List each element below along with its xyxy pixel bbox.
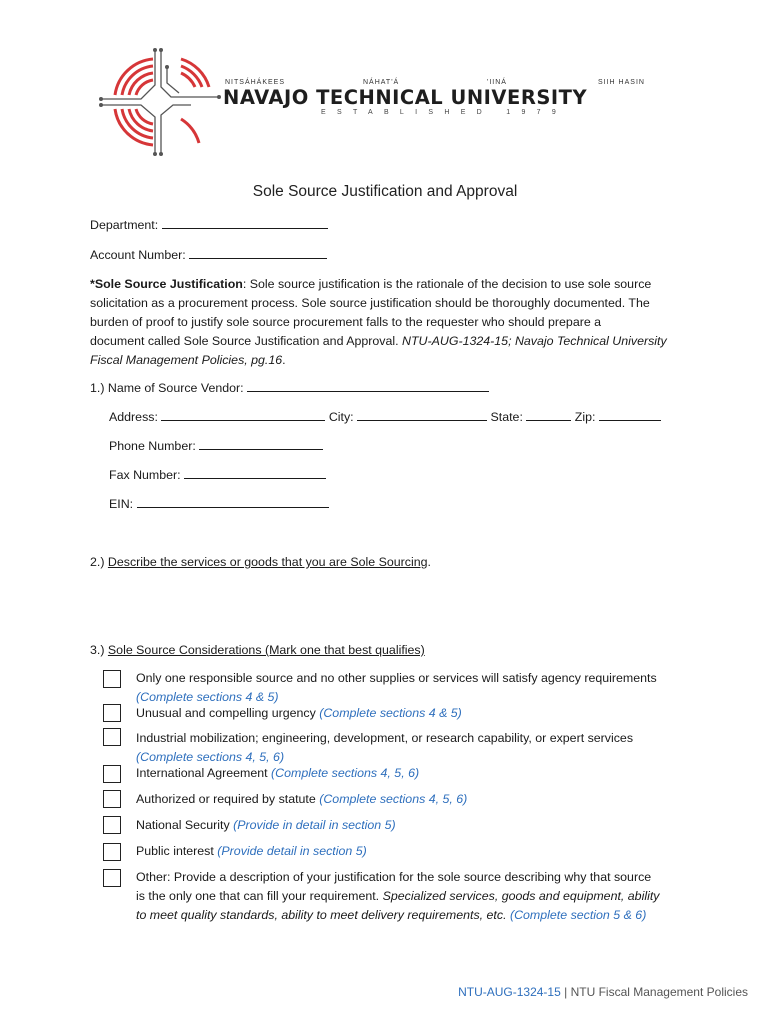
- logo-word-3: 'IINÁ: [487, 79, 507, 86]
- option-note: (Complete sections 4, 5, 6): [136, 750, 285, 764]
- state-field[interactable]: [526, 408, 571, 421]
- justification-heading: *Sole Source Justification: [90, 277, 243, 291]
- section-2-label: Describe the services or goods that you are Sole Sourcing: [107, 555, 428, 569]
- account-row: [90, 246, 327, 264]
- footer-text: NTU Fiscal Management Policies: [570, 985, 748, 999]
- vendor-name-label: 1.) Name of Source Vendor:: [90, 381, 244, 395]
- state-label: State:: [490, 410, 523, 424]
- option-text-italic: Specialized services, goods and equipment, ability: [382, 889, 660, 903]
- checkbox-industrial-mobilization[interactable]: [103, 728, 121, 746]
- option-text: Other: Provide a description of your justification for the sole source describing why that source: [136, 870, 652, 884]
- logo-word-2: NÁHAT'Á: [363, 79, 400, 86]
- policy-reference-2: Fiscal Management Policies, pg.16: [90, 353, 283, 367]
- phone-row: [109, 437, 323, 455]
- justification-text-1: : Sole source justification is the rationale of the decision to use sole source: [242, 277, 652, 291]
- option-text: Only one responsible source and no other supplies or services will satisfy agency requirements: [136, 671, 657, 685]
- vendor-name-row: [90, 379, 489, 397]
- option-other: [136, 868, 696, 925]
- fax-field[interactable]: [184, 466, 326, 479]
- option-note: (Provide in detail in section 5): [233, 818, 396, 832]
- policy-reference: NTU-AUG-1324-15; Navajo Technical University: [402, 334, 667, 348]
- checkbox-urgency[interactable]: [103, 704, 121, 722]
- fax-label: Fax Number:: [109, 468, 181, 482]
- address-field[interactable]: [161, 408, 325, 421]
- option-urgency: [136, 704, 696, 723]
- option-note: (Complete sections 4, 5, 6): [271, 766, 420, 780]
- section-2-heading: [90, 553, 431, 571]
- department-field[interactable]: [162, 216, 328, 229]
- established-text: ESTABLISHED 1979: [321, 109, 568, 116]
- logo-word-4: SIIH HASIN: [598, 79, 645, 86]
- account-number-field[interactable]: [189, 246, 327, 259]
- option-text: National Security: [136, 818, 230, 832]
- checkbox-only-one-source[interactable]: [103, 670, 121, 688]
- section-2-number: 2.): [90, 555, 105, 569]
- justification-text-4: document called Sole Source Justification and Approval.: [90, 334, 399, 348]
- city-label: City:: [328, 410, 354, 424]
- ein-row: [109, 495, 329, 513]
- option-text: Public interest: [136, 844, 214, 858]
- ein-field[interactable]: [137, 495, 329, 508]
- department-label: Department:: [90, 218, 159, 232]
- justification-text-2: solicitation as a procurement process. Sole source justification should be thoroughly documented. The: [90, 296, 650, 310]
- phone-field[interactable]: [199, 437, 323, 450]
- footer-separator: |: [564, 985, 568, 999]
- checkbox-international-agreement[interactable]: [103, 765, 121, 783]
- section-3-label: Sole Source Considerations (Mark one that best qualifies): [107, 643, 425, 657]
- option-text: Industrial mobilization; engineering, development, or research capability, or expert services: [136, 731, 634, 745]
- option-note: (Complete sections 4, 5, 6): [319, 792, 468, 806]
- checkbox-authorized-by-statute[interactable]: [103, 790, 121, 808]
- option-text: Authorized or required by statute: [136, 792, 316, 806]
- option-text: Unusual and compelling urgency: [136, 706, 316, 720]
- option-public-interest: [136, 842, 696, 861]
- period: .: [282, 353, 286, 367]
- section-2-period: .: [427, 555, 431, 569]
- option-international-agreement: [136, 764, 696, 783]
- logo-word-1: NITSÁHÁKEES: [225, 79, 286, 86]
- option-national-security: [136, 816, 696, 835]
- zip-label: Zip:: [574, 410, 596, 424]
- ein-label: EIN:: [109, 497, 134, 511]
- page-title: Sole Source Justification and Approval: [252, 183, 518, 200]
- checkbox-public-interest[interactable]: [103, 843, 121, 861]
- checkbox-other[interactable]: [103, 869, 121, 887]
- option-note: (Complete sections 4 & 5): [319, 706, 462, 720]
- fax-row: [109, 466, 326, 484]
- city-field[interactable]: [357, 408, 487, 421]
- university-logo-icon: [95, 47, 223, 159]
- option-industrial-mobilization: [136, 729, 696, 767]
- justification-paragraph: [90, 275, 690, 370]
- account-label: Account Number:: [90, 248, 186, 262]
- option-text: International Agreement: [136, 766, 268, 780]
- option-note: (Complete section 5 & 6): [509, 908, 647, 922]
- justification-text-3: burden of proof to justify sole source procurement falls to the requester who should prepare a: [90, 315, 602, 329]
- section-3-number: 3.): [90, 643, 105, 657]
- option-only-one-source: [136, 669, 696, 707]
- option-text-italic-2: to meet quality standards, ability to meet delivery requirements, etc.: [136, 908, 507, 922]
- address-row: [109, 408, 661, 426]
- phone-label: Phone Number:: [109, 439, 196, 453]
- university-name: NAVAJO TECHNICAL UNIVERSITY: [223, 86, 588, 109]
- department-row: [90, 216, 328, 234]
- zip-field[interactable]: [599, 408, 661, 421]
- page-footer: [458, 985, 748, 999]
- section-3-heading: [90, 641, 425, 659]
- address-label: Address:: [109, 410, 158, 424]
- vendor-name-field[interactable]: [247, 379, 489, 392]
- option-text-2: is the only one that can fill your requirement.: [136, 889, 380, 903]
- option-note: (Provide detail in section 5): [217, 844, 367, 858]
- option-note: (Complete sections 4 & 5): [136, 690, 279, 704]
- option-authorized-by-statute: [136, 790, 696, 809]
- checkbox-national-security[interactable]: [103, 816, 121, 834]
- footer-policy-code: NTU-AUG-1324-15: [458, 985, 561, 999]
